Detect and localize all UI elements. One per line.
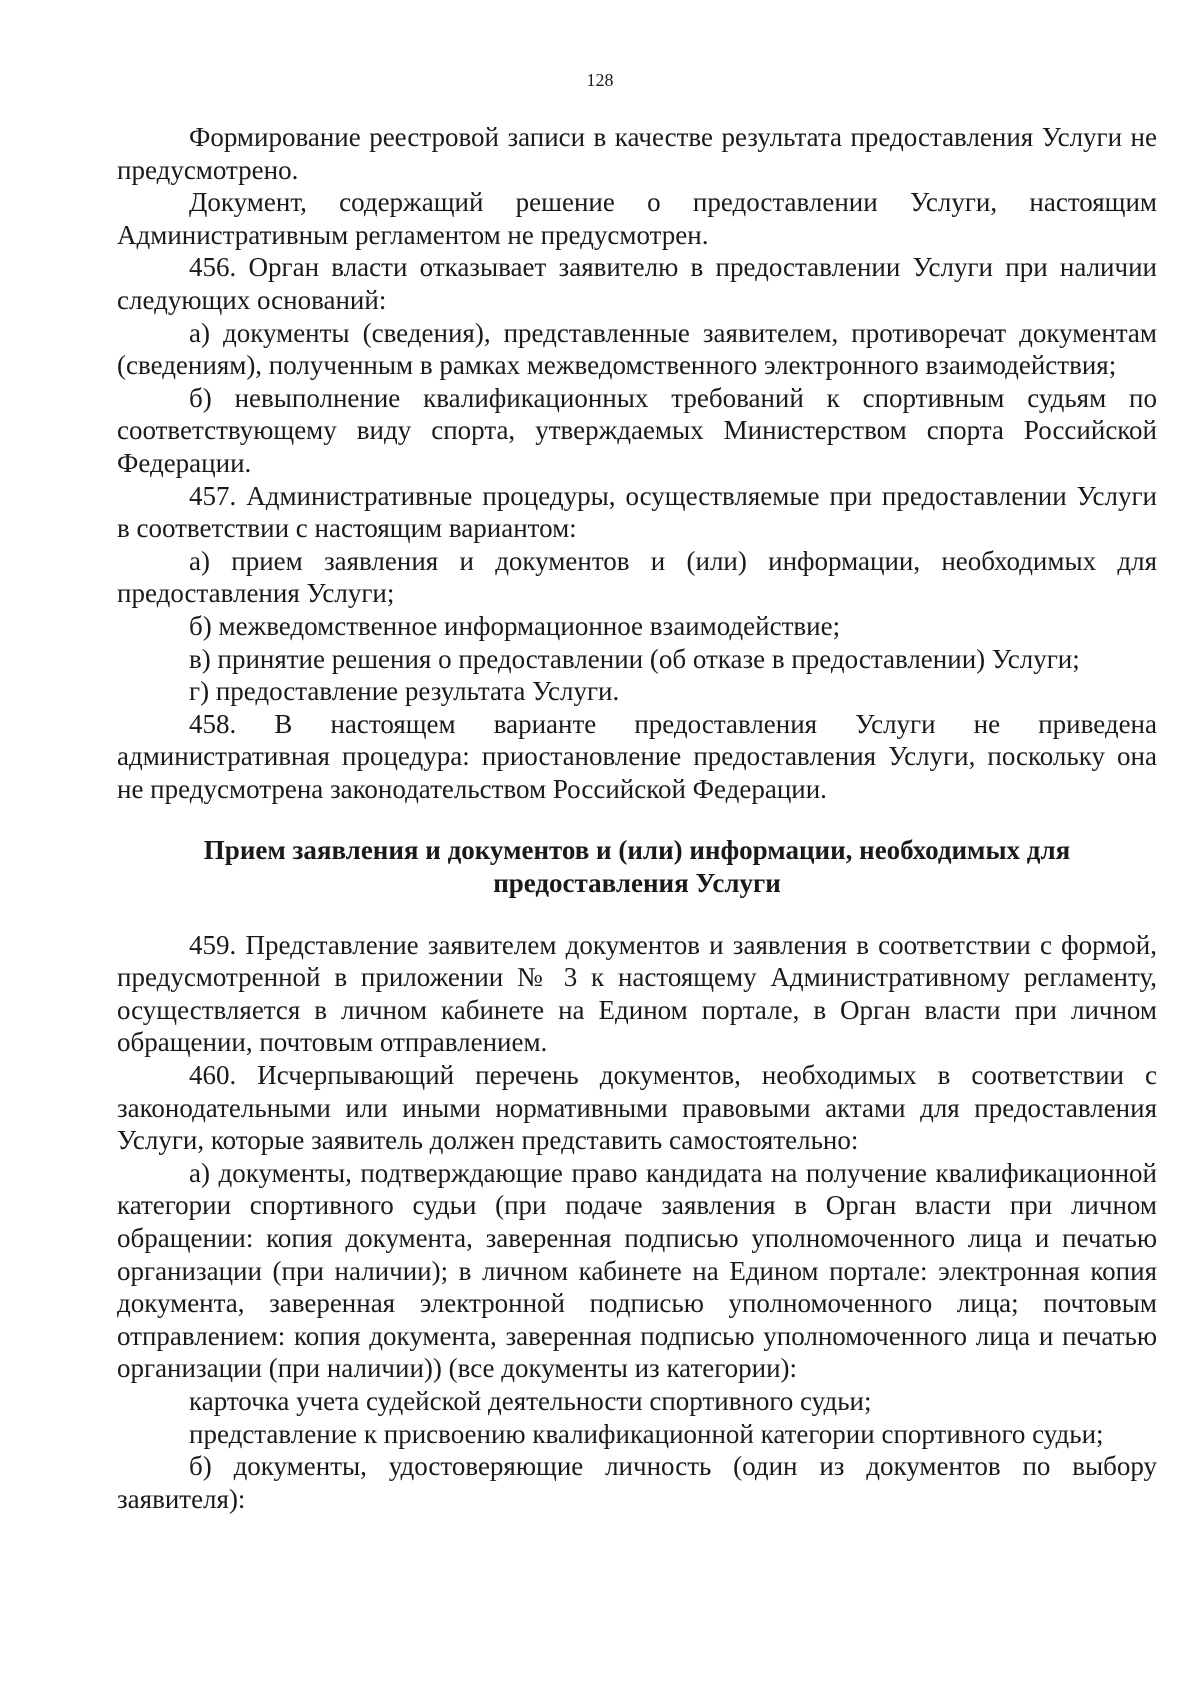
- paragraph: Документ, содержащий решение о предоставлении Услуги, настоящим Административным регламентом не предусмотрен.: [117, 187, 1157, 250]
- list-item: карточка учета судейской деятельности спортивного судьи;: [189, 1385, 872, 1416]
- list-item: а) прием заявления и документов и (или) информации, необходимых для предоставления Услуги;: [117, 545, 1157, 609]
- paragraph: Формирование реестровой записи в качестве результата предоставления Услуги не предусмотрено.: [117, 122, 1157, 185]
- list-item: б) документы, удостоверяющие личность (один из документов по выбору заявителя):: [117, 1451, 1157, 1514]
- list-item: а) документы, подтверждающие право кандидата на получение квалификационной категории спортивного судьи (при подаче заявления в Орган власти при личном обращении: копия документа, заверенная подписью уполномоченного лица и печатью организации (при наличии); в личном кабинете на Едином портале: электронная копия документа, заверенная электронной подписью уполномоченного лица; почтовым отправлением: копия документа, заверенная подписью уполномоченного лица и печатью организации (при наличии)) (все документы из категории):: [117, 1157, 1157, 1384]
- list-item: в) принятие решения о предоставлении (об отказе в предоставлении) Услуги;: [189, 643, 1080, 674]
- list-item: а) документы (сведения), представленные заявителем, противоречат документам (сведениям), полученным в рамках межведомственного электронного взаимодействия;: [117, 317, 1157, 381]
- paragraph-457: 457. Административные процедуры, осуществляемые при предоставлении Услуги в соответствии с настоящим вариантом:: [117, 480, 1157, 544]
- section-heading: Прием заявления и документов и (или) информации, необходимых для предоставления Услуги: [203, 835, 1071, 899]
- paragraph-460: 460. Исчерпывающий перечень документов, необходимых в соответствии с законодательными или иными нормативными правовыми актами для предоставления Услуги, которые заявитель должен представить самостоятельно:: [117, 1060, 1157, 1156]
- paragraph-459: 459. Представление заявителем документов и заявления в соответствии с формой, предусмотренной в приложении № 3 к настоящему Административному регламенту, осуществляется в личном кабинете на Едином портале, в Орган власти при личном обращении, почтовым отправлением.: [117, 929, 1157, 1058]
- list-item: представление к присвоению квалификационной категории спортивного судьи;: [189, 1418, 1104, 1449]
- page-content: [117, 121, 1157, 1515]
- paragraph-456: 456. Орган власти отказывает заявителю в предоставлении Услуги при наличии следующих оснований:: [117, 252, 1157, 315]
- paragraph-458: 458. В настоящем варианте предоставления Услуги не приведена административная процедура: приостановление предоставления Услуги, поскольку она не предусмотрена законодательством Российской Федерации.: [117, 708, 1157, 804]
- list-item: б) межведомственное информационное взаимодействие;: [189, 610, 841, 641]
- page-number: 128: [586, 70, 614, 90]
- list-item: б) невыполнение квалификационных требований к спортивным судьям по соответствующему виду спорта, утверждаемых Министерством спорта Российской Федерации.: [117, 382, 1157, 478]
- list-item: г) предоставление результата Услуги.: [189, 676, 620, 707]
